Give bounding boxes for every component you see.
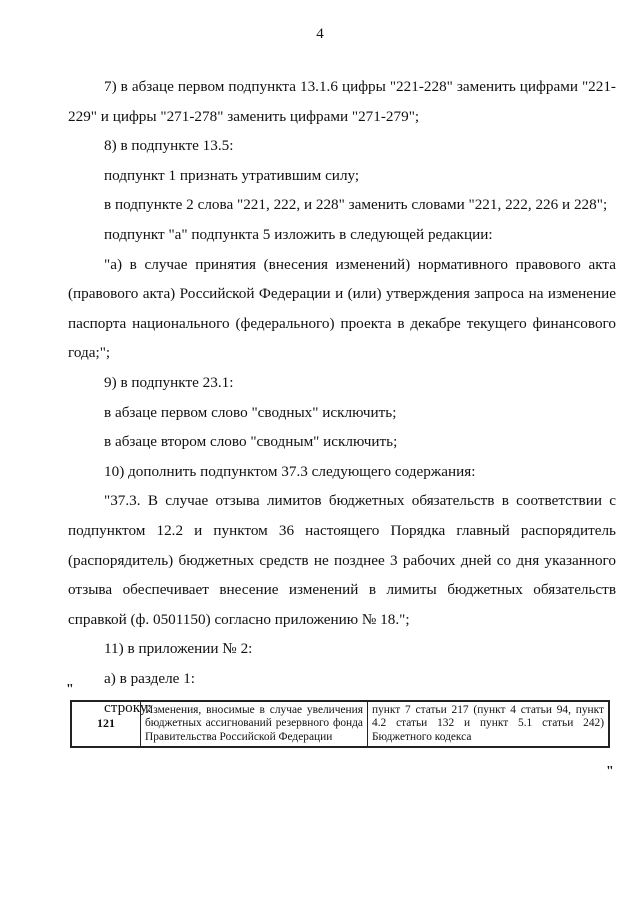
paragraph-10: 10) дополнить подпунктом 37.3 следующего содержания: (104, 462, 476, 480)
paragraph-8: 8) в подпункте 13.5: (104, 137, 234, 155)
paragraph-8-item-5a-quote: "а) в случае принятия (внесения изменений) нормативного правового акта (правового акта) Российской Федерации и (или) утверждения запроса на изменение паспорта национального (федерального) проекта в декабре текущего финансового года;"; (68, 255, 616, 362)
paragraph-11-item-a: а) в разделе 1: (104, 669, 196, 687)
paragraph-7: 7) в абзаце первом подпункта 13.1.6 цифры "221-228" заменить цифрами "221-229" и цифры "271-278" заменить цифрами "271-279"; (68, 78, 616, 125)
table-cell-reference: пункт 7 статьи 217 (пункт 4 статьи 94, пункт 4.2 статьи 132 и пункт 5.1 статьи 242) Бюджетного кодекса (368, 701, 610, 747)
table-opening-quote: " (66, 682, 74, 697)
document-body (68, 72, 616, 723)
table-cell-code: 121 (71, 701, 141, 747)
paragraph-8-item-5: подпункт "а" подпункта 5 изложить в следующей редакции: (104, 225, 493, 243)
table-closing-quote: " (606, 764, 614, 779)
paragraph-9-item-1: в абзаце первом слово "сводных" исключить; (104, 403, 397, 421)
paragraph-9-item-2: в абзаце втором слово "сводным" исключить; (104, 433, 398, 451)
amendment-table (70, 700, 610, 748)
paragraph-11-line: строку: (104, 699, 152, 717)
paragraph-11: 11) в приложении № 2: (104, 640, 253, 658)
paragraph-8-item-1: подпункт 1 признать утратившим силу; (104, 166, 360, 184)
paragraph-10-quote-37-3: "37.3. В случае отзыва лимитов бюджетных обязательств в соответствии с подпунктом 12.2 и пунктом 36 настоящего Порядка главный распорядитель (распорядитель) бюджетных средств не позднее 3 рабочих дней со дня указанного отзыва обеспечивает внесение изменений в лимиты бюджетных обязательств справкой (ф. 0501150) согласно приложению № 18."; (68, 492, 616, 628)
page-number: 4 (316, 26, 324, 42)
paragraph-9: 9) в подпункте 23.1: (104, 373, 234, 391)
paragraph-8-item-2: в подпункте 2 слова "221, 222, и 228" заменить словами "221, 222, 226 и 228"; (104, 196, 608, 214)
table-cell-description: Изменения, вносимые в случае увеличения бюджетных ассигнований резервного фонда Правительства Российской Федерации (141, 701, 368, 747)
table-row (71, 701, 609, 747)
